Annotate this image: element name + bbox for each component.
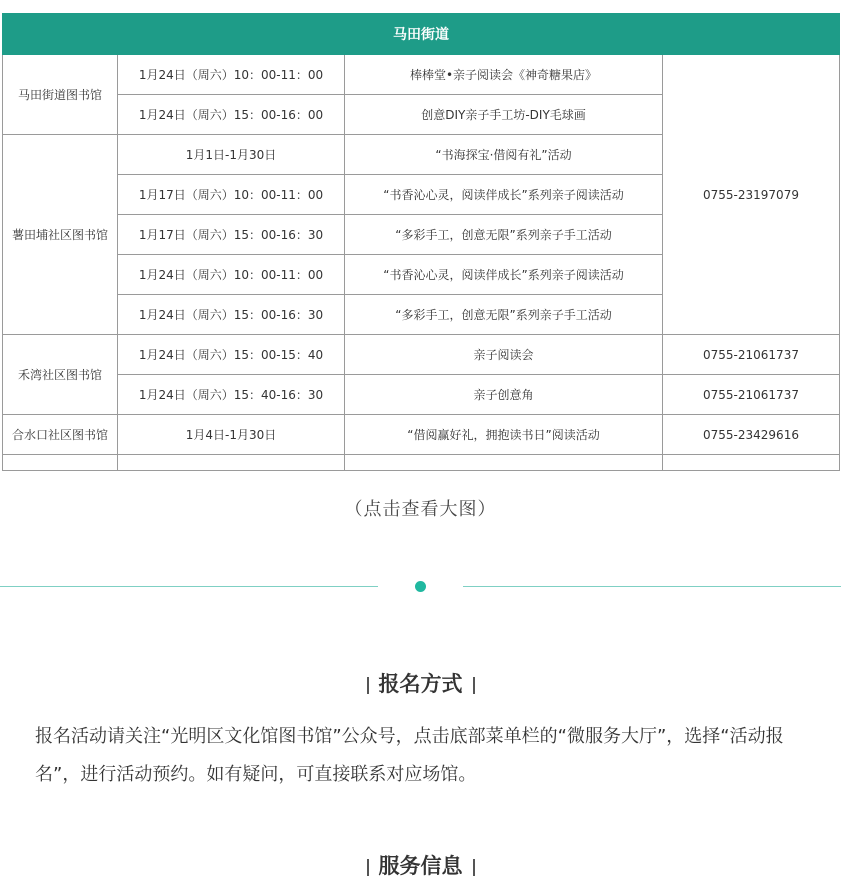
- library-name: 薯田埔社区图书馆: [3, 135, 118, 335]
- table-row: [3, 335, 840, 375]
- activity-cell: 亲子阅读会: [345, 335, 663, 375]
- phone-cell: 0755-23197079: [663, 55, 840, 335]
- library-name: 合水口社区图书馆: [3, 415, 118, 455]
- time-cell: 1月24日（周六）15：00-16：00: [118, 95, 345, 135]
- activity-cell: 棒棒堂•亲子阅读会《神奇糖果店》: [345, 55, 663, 95]
- activity-cell: “多彩手工，创意无限”系列亲子手工活动: [345, 295, 663, 335]
- divider-left: [0, 586, 378, 587]
- time-cell: 1月24日（周六）10：00-11：00: [118, 255, 345, 295]
- activity-cell: 创意DIY亲子手工坊-DIY毛球画: [345, 95, 663, 135]
- section-heading-signup: [0, 668, 841, 698]
- time-cell: 1月17日（周六）10：00-11：00: [118, 175, 345, 215]
- library-name: 马田街道图书馆: [3, 55, 118, 135]
- activity-cell: “书香沁心灵，阅读伴成长”系列亲子阅读活动: [345, 175, 663, 215]
- table-row-tail: [3, 455, 840, 471]
- table-row: [3, 375, 840, 415]
- activity-cell: “多彩手工，创意无限”系列亲子手工活动: [345, 215, 663, 255]
- heading-bar-left: [367, 859, 369, 876]
- phone-cell: 0755-23429616: [663, 415, 840, 455]
- table-row: [3, 415, 840, 455]
- activity-cell: 亲子创意角: [345, 375, 663, 415]
- activity-cell: “借阅赢好礼，拥抱读书日”阅读活动: [345, 415, 663, 455]
- time-cell: 1月24日（周六）15：40-16：30: [118, 375, 345, 415]
- time-cell: 1月24日（周六）15：00-15：40: [118, 335, 345, 375]
- time-cell: 1月24日（周六）15：00-16：30: [118, 295, 345, 335]
- phone-cell: 0755-21061737: [663, 335, 840, 375]
- time-cell: 1月17日（周六）15：00-16：30: [118, 215, 345, 255]
- table-row: [3, 55, 840, 95]
- table-header: 马田街道: [3, 14, 840, 55]
- signup-paragraph: 报名活动请关注“光明区文化馆图书馆”公众号，点击底部菜单栏的“微服务大厅”，选择“活动报名”，进行活动预约。如有疑问，可直接联系对应场馆。: [35, 726, 784, 785]
- divider-dot: [415, 581, 426, 592]
- section-title: 报名方式: [378, 672, 463, 696]
- schedule-table[interactable]: [2, 13, 840, 471]
- divider-right: [463, 586, 841, 587]
- heading-bar-right: [473, 859, 475, 876]
- phone-cell: 0755-21061737: [663, 375, 840, 415]
- heading-bar-left: [367, 677, 369, 694]
- section-title: 服务信息: [378, 854, 463, 878]
- activity-cell: “书海探宝·借阅有礼”活动: [345, 135, 663, 175]
- activity-cell: “书香沁心灵，阅读伴成长”系列亲子阅读活动: [345, 255, 663, 295]
- time-cell: 1月4日-1月30日: [118, 415, 345, 455]
- view-large-image-link[interactable]: （点击查看大图）: [344, 499, 497, 520]
- heading-bar-right: [473, 677, 475, 694]
- time-cell: 1月1日-1月30日: [118, 135, 345, 175]
- library-name: 禾湾社区图书馆: [3, 335, 118, 415]
- time-cell: 1月24日（周六）10：00-11：00: [118, 55, 345, 95]
